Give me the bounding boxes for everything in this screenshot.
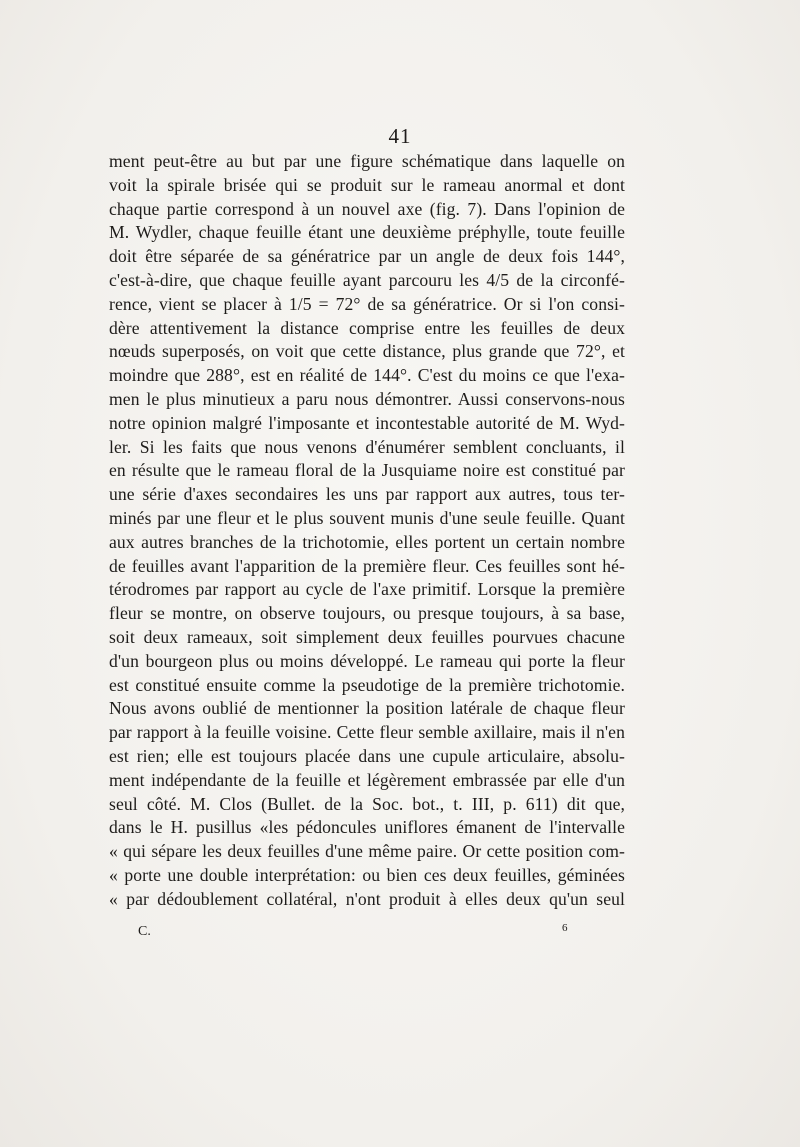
text-line: men le plus minutieux a paru nous démontrer. Aussi conservons-nous — [109, 388, 625, 409]
text-line: dère attentivement la distance comprise entre les feuilles de deux — [109, 317, 625, 338]
text-line: minés par une fleur et le plus souvent munis d'une seule feuille. Quant — [109, 507, 625, 528]
sheet-number: 6 — [562, 922, 568, 934]
text-line: de feuilles avant l'apparition de la première fleur. Ces feuilles sont hé- — [109, 555, 625, 576]
text-line: est constitué ensuite comme la pseudotige de la première trichotomie. — [109, 674, 625, 695]
text-line: une série d'axes secondaires les uns par rapport aux autres, tous ter- — [109, 484, 625, 505]
text-line: térodromes par rapport au cycle de l'axe primitif. Lorsque la première — [109, 579, 625, 600]
text-line: doit être séparée de sa génératrice par un angle de deux fois 144°, — [109, 246, 625, 267]
text-line: M. Wydler, chaque feuille étant une deuxième préphylle, toute feuille — [109, 222, 625, 243]
page-footer — [0, 920, 800, 944]
text-line: c'est-à-dire, que chaque feuille ayant parcouru les 4/5 de la circonfé- — [109, 269, 625, 290]
text-line: d'un bourgeon plus ou moins développé. Le rameau qui porte la fleur — [109, 650, 625, 671]
text-line: est rien; elle est toujours placée dans une cupule articulaire, absolu- — [109, 745, 625, 766]
text-line: Nous avons oublié de mentionner la position latérale de chaque fleur — [109, 698, 625, 719]
text-line: en résulte que le rameau floral de la Jusquiame noire est constitué par — [109, 460, 625, 481]
text-line: chaque partie correspond à un nouvel axe (fig. 7). Dans l'opinion de — [109, 198, 625, 219]
text-line: moindre que 288°, est en réalité de 144°. C'est du moins ce que l'exa- — [109, 365, 625, 386]
text-line: fleur se montre, on observe toujours, ou presque toujours, à sa base, — [109, 603, 625, 624]
text-line: « par dédoublement collatéral, n'ont produit à elles deux qu'un seul — [109, 888, 625, 909]
text-line: aux autres branches de la trichotomie, elles portent un certain nombre — [109, 531, 625, 552]
page-number: 41 — [388, 124, 412, 148]
text-line: notre opinion malgré l'imposante et incontestable autorité de M. Wyd- — [109, 412, 625, 433]
text-line: nœuds superposés, on voit que cette distance, plus grande que 72°, et — [109, 341, 625, 362]
text-line: seul côté. M. Clos (Bullet. de la Soc. bot., t. III, p. 611) dit que, — [109, 793, 625, 814]
text-line: « qui sépare les deux feuilles d'une même paire. Or cette position com- — [109, 841, 625, 862]
text-line: rence, vient se placer à 1/5 = 72° de sa génératrice. Or si l'on consi- — [109, 293, 625, 314]
signature-mark: C. — [138, 924, 151, 939]
text-line: soit deux rameaux, soit simplement deux feuilles pourvues chacune — [109, 626, 625, 647]
body-text — [109, 150, 625, 912]
text-line: ler. Si les faits que nous venons d'énumérer semblent concluants, il — [109, 436, 625, 457]
text-line: ment indépendante de la feuille et légèrement embrassée par elle d'un — [109, 769, 625, 790]
text-line: ment peut-être au but par une figure schématique dans laquelle on — [109, 151, 625, 171]
text-line: voit la spirale brisée qui se produit sur le rameau anormal et dont — [109, 174, 625, 195]
text-line: dans le H. pusillus «les pédoncules uniflores émanent de l'intervalle — [109, 817, 625, 838]
text-line: par rapport à la feuille voisine. Cette fleur semble axillaire, mais il n'en — [109, 722, 625, 743]
text-line: « porte une double interprétation: ou bien ces deux feuilles, géminées — [109, 864, 625, 885]
